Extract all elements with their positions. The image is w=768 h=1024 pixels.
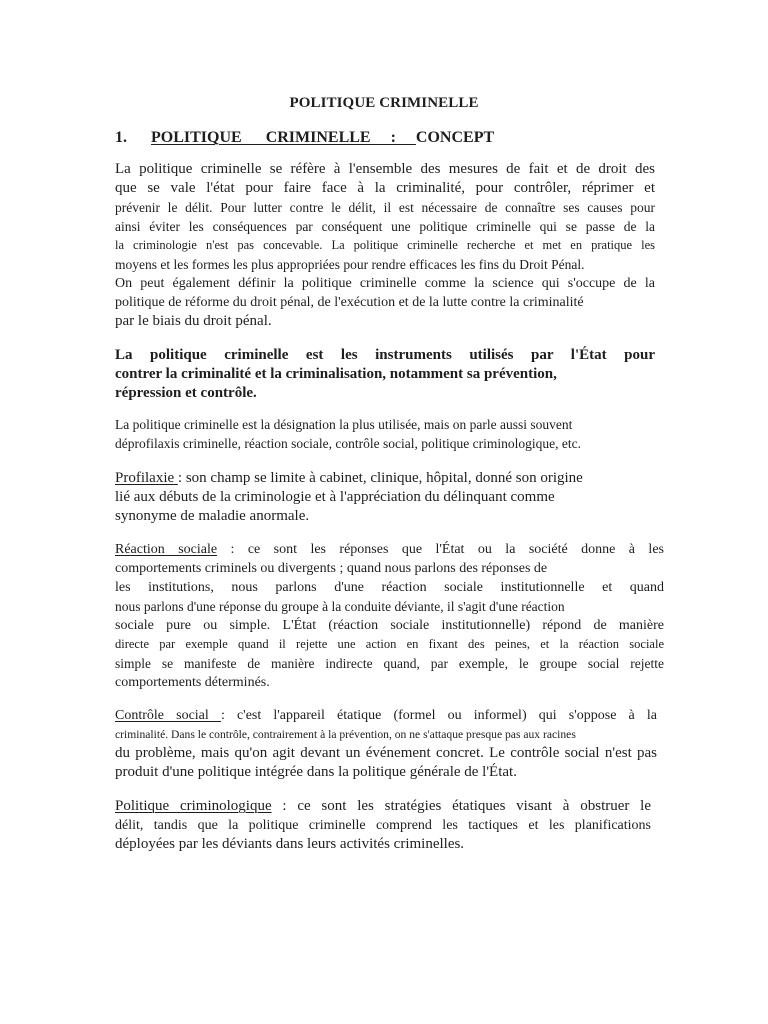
- criminologique-text: : ce sont les stratégies étatiques visant à obstruer le: [271, 798, 651, 814]
- definition-line: contrer la criminalité et la criminalisation, notamment sa prévention,: [115, 366, 557, 382]
- intro-line: par le biais du droit pénal.: [115, 313, 272, 329]
- intro-line: politique de réforme du droit pénal, de l'exécution et de la lutte contre la criminalité: [115, 295, 584, 310]
- controle-line: produit d'une politique intégrée dans la politique générale de l'État.: [115, 764, 517, 780]
- section-heading-underlined: POLITIQUE CRIMINELLE :: [151, 129, 416, 146]
- intro-line: ainsi éviter les conséquences par conséquent une politique criminelle qui se passe de la: [115, 219, 655, 234]
- controle-line: criminalité. Dans le contrôle, contrairement à la prévention, on ne s'attaque presque pas aux racines: [115, 728, 576, 741]
- criminologique-line: [115, 797, 651, 816]
- intro-line: moyens et les formes les plus appropriées pour rendre efficaces les fins du Droit Pénal.: [115, 257, 585, 272]
- controle-text: : c'est l'appareil étatique (formel ou informel) qui s'oppose à la: [220, 708, 658, 723]
- profilaxie-line: lié aux débuts de la criminologie et à l'appréciation du délinquant comme: [115, 489, 555, 505]
- reaction-line: [115, 540, 664, 559]
- intro-line: La politique criminelle se réfère à l'ensemble des mesures de fait et de droit des: [115, 161, 655, 177]
- definition-line: répression et contrôle.: [115, 385, 257, 401]
- intro-line: que se vale l'état pour faire face à la criminalité, pour contrôler, réprimer et: [115, 180, 655, 196]
- section-number: 1.: [115, 129, 127, 146]
- politique-criminologique-term: Politique criminologique: [115, 798, 272, 814]
- controle-social-term: Contrôle social: [115, 708, 221, 723]
- reaction-line: simple se manifeste de manière indirecte quand, par exemple, le groupe social rejette: [115, 656, 664, 671]
- definition-line: La politique criminelle est les instruments utilisés par l'État pour: [115, 347, 655, 363]
- intro-line: la criminologie n'est pas concevable. La politique criminelle recherche et met en pratique les: [115, 238, 655, 252]
- reaction-line: sociale pure ou simple. L'État (réaction sociale institutionnelle) répond de manière: [115, 618, 664, 633]
- reaction-line: comportements criminels ou divergents ; quand nous parlons des réponses de: [115, 561, 548, 576]
- criminologique-line: délit, tandis que la politique criminelle comprend les tactiques et les planifications: [115, 818, 651, 833]
- criminologique-line: déployées par les déviants dans leurs activités criminelles.: [115, 836, 465, 852]
- controle-line: [115, 706, 657, 725]
- page-title: POLITIQUE CRIMINELLE: [289, 95, 479, 111]
- profilaxie-paragraph: [115, 469, 655, 526]
- designation-line: déprofilaxis criminelle, réaction sociale, contrôle social, politique criminologique, etc.: [115, 436, 581, 451]
- profilaxie-term: Profilaxie: [115, 470, 178, 486]
- reaction-sociale-paragraph: [115, 540, 664, 692]
- profilaxie-line: [115, 469, 655, 488]
- intro-paragraph: [115, 160, 655, 331]
- reaction-line: comportements déterminés.: [115, 675, 270, 690]
- intro-line: On peut également définir la politique criminelle comme la science qui s'occupe de la: [115, 276, 655, 291]
- designation-line: La politique criminelle est la désignation la plus utilisée, mais on parle aussi souvent: [115, 417, 573, 432]
- reaction-line: les institutions, nous parlons d'une réaction sociale institutionnelle et quand: [115, 580, 664, 595]
- politique-criminologique-paragraph: [115, 797, 651, 854]
- controle-line: du problème, mais qu'on agit devant un événement concret. Le contrôle social n'est pas: [115, 745, 657, 761]
- reaction-sociale-term: Réaction sociale: [115, 542, 218, 557]
- designation-paragraph: [115, 415, 655, 453]
- definition-paragraph: [115, 346, 655, 403]
- reaction-text: : ce sont les réponses que l'État ou la société donne à les: [217, 542, 664, 557]
- profilaxie-text: : son champ se limite à cabinet, clinique, hôpital, donné son origine: [177, 470, 583, 486]
- section-heading-concept: CONCEPT: [415, 129, 495, 146]
- section-heading: [115, 128, 494, 148]
- controle-social-paragraph: [115, 706, 657, 782]
- reaction-line: nous parlons d'une réponse du groupe à la conduite déviante, il s'agit d'une réaction: [115, 599, 565, 614]
- reaction-line: directe par exemple quand il rejette une action en fixant des peines, et la réaction sociale: [115, 637, 664, 651]
- intro-line: prévenir le délit. Pour lutter contre le délit, il est nécessaire de connaître ses causes pour: [115, 200, 655, 215]
- profilaxie-line: synonyme de maladie anormale.: [115, 508, 310, 524]
